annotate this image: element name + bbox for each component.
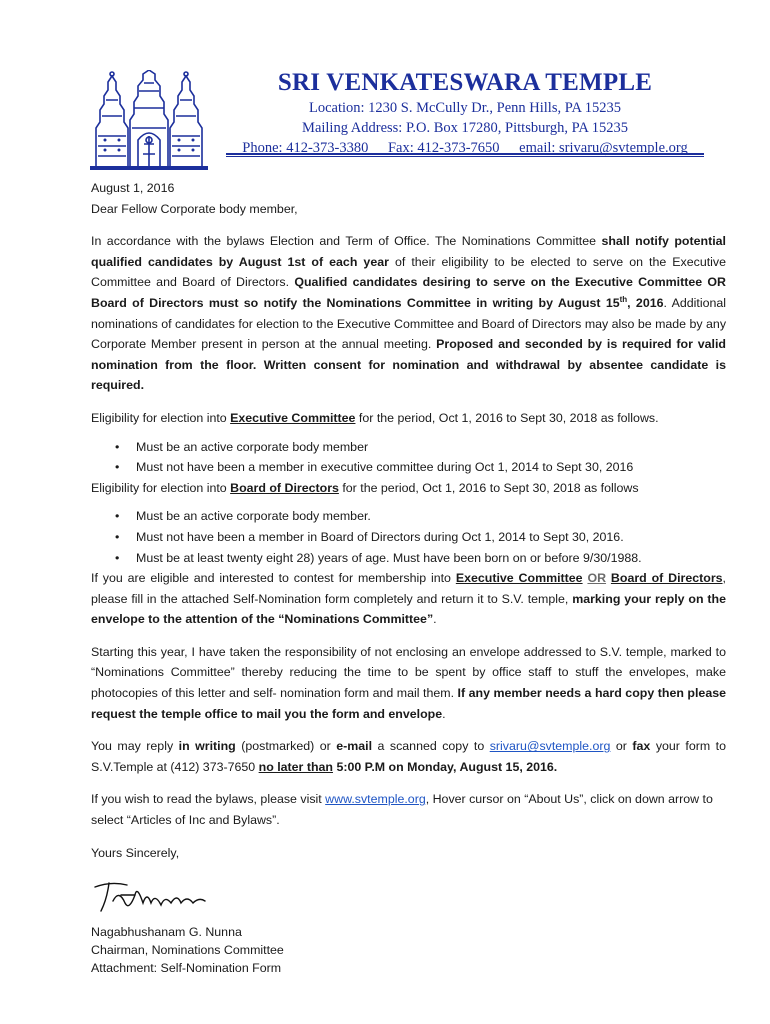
eligibility-executive-heading: Eligibility for election into Executive Committee for the period, Oct 1, 2016 to Sept 30, 2018 as follows. [91,410,659,425]
list-item: • Must be an active corporate body member [91,437,726,458]
letter-salutation: Dear Fellow Corporate body member, [91,201,298,216]
eligibility-board-heading: Eligibility for election into Board of Directors for the period, Oct 1, 2016 to Sept 30, 2018 as follows [91,480,639,495]
temple-phone: Phone: 412-373-3380 [242,140,369,156]
signer-name: Nagabhushanam G. Nunna [91,925,242,940]
signature-block [91,923,726,977]
temple-location: Location: 1230 S. McCully Dr., Penn Hills, PA 15235 [308,100,622,116]
attachment-note: Attachment: Self-Nomination Form [91,961,282,976]
list-item: • Must not have been a member in Board of Directors during Oct 1, 2014 to Sept 30, 2016. [91,527,726,548]
paragraph-reply: You may reply in writing (postmarked) or e-mail a scanned copy to srivaru@svtemple.org or fax your form to S.V.Temple at (412) 373-7650 no later than 5:00 P.M on Monday, August 15, 2016. [91,739,727,774]
header-rule [226,153,704,157]
letter-closing: Yours Sincerely, [91,845,180,860]
letterhead [226,68,704,158]
paragraph-contest: If you are eligible and interested to contest for membership into Executive Committee OR Board of Directors, please fill in the attached Self-Nomination form completely and return it to S.V. temple, marking your reply on the envelope to the attention of the “Nominations Committee”. [91,571,726,627]
email-link[interactable]: srivaru@svtemple.org [489,739,611,754]
list-item: • Must be an active corporate body member. [91,506,726,527]
paragraph-envelope: Starting this year, I have taken the responsibility of not enclosing an envelope addressed to S.V. temple, marked to “Nominations Committee” thereby reducing the time to be spent by office staff to stuff the envelopes, make photocopies of this letter and self- nomination form and mail them. If any member needs a hard copy then please request the temple office to mail you the form and envelope. [91,644,726,721]
list-item: • Must be at least twenty eight 28) years of age. Must have been born on or before 9/30/1988. [91,548,726,569]
temple-name: SRI VENKATESWARA TEMPLE [277,69,653,96]
signer-title: Chairman, Nominations Committee [91,943,284,958]
list-item: • Must not have been a member in executive committee during Oct 1, 2014 to Sept 30, 2016 [91,457,726,478]
board-criteria-list [91,506,726,568]
paragraph-nominations: In accordance with the bylaws Election and Term of Office. The Nominations Committee shall notify potential qualified candidates by August 1st of each year of their eligibility to be elected to serve on the Executive Committee and Board of Directors. Qualified candidates desiring to serve on the Executive Committee OR Board of Directors must so notify the Nominations Committee in writing by August 15th, 2016. Additional nominations of candidates for election to the Executive Committee and Board of Directors may also be made by any Corporate Member present in person at the annual meeting. Proposed and seconded by is required for valid nomination from the floor. Written consent for nomination and withdrawal by absentee candidate is required. [91,234,727,393]
temple-fax: Fax: 412-373-7650 [387,140,500,156]
letter-date: August 1, 2016 [91,181,175,195]
temple-logo [90,70,208,170]
handwritten-signature [91,873,231,917]
temple-email: email: srivaru@svtemple.org [519,140,688,156]
paragraph-bylaws: If you wish to read the bylaws, please visit www.svtemple.org, Hover cursor on “About Us”, click on down arrow to select “Articles of Inc and Bylaws”. [91,792,713,828]
executive-criteria-list [91,437,726,478]
temple-mailing-address: Mailing Address: P.O. Box 17280, Pittsburgh, PA 15235 [302,120,628,136]
letter-body [91,178,726,977]
website-link[interactable]: www.svtemple.org [325,792,426,807]
